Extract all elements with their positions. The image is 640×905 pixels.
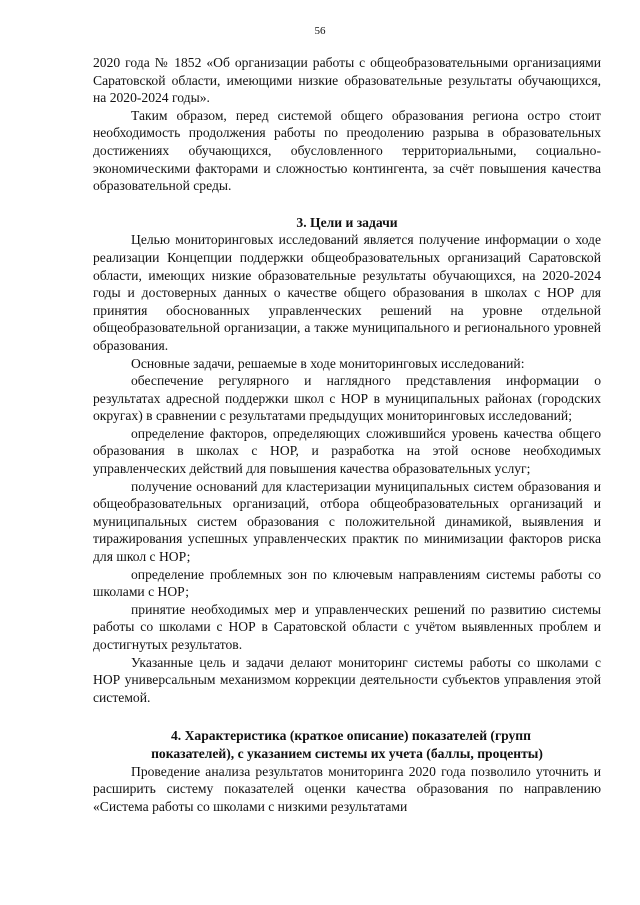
task-item: обеспечение регулярного и наглядного представления информации о результатах адресной поддержки школ с НОР в муниципальных районах (городских округах) в сравнении с результатами предыдущих мониторинговых исследований;	[93, 373, 601, 424]
section-3-paragraph: Указанные цель и задачи делают мониторинг системы работы со школами с НОР универсальным механизмом коррекции деятельности субъектов управления этой системой.	[93, 654, 601, 705]
section-4-paragraph: Проведение анализа результатов мониторинга 2020 года позволило уточнить и расширить систему показателей оценки качества образования по направлению «Система работы со школами с низкими результатами	[93, 763, 601, 814]
section-3-heading: 3. Цели и задачи	[296, 214, 398, 230]
page-number: 56	[314, 25, 326, 37]
task-item: определение проблемных зон по ключевым направлениям системы работы со школами с НОР;	[93, 566, 601, 600]
paragraph-conclusion: Таким образом, перед системой общего образования региона остро стоит необходимость продолжения работы по преодолению разрыва в образовательных достижениях обучающихся, обусловленного территориальными, социально-экономическими факторами и сложностью контингента, за счёт повышения качества образовательной среды.	[93, 107, 601, 194]
task-item: определение факторов, определяющих сложившийся уровень качества общего образования в школах с НОР, и разработка на этой основе необходимых управленческих действий для повышения качества образовательных услуг;	[93, 425, 601, 477]
section-4-heading-line-1: 4. Характеристика (краткое описание) показателей (групп	[171, 728, 531, 744]
task-item: принятие необходимых мер и управленческих решений по развитию системы работы со школами с НОР в Саратовской области с учётом выявленных проблем и достигнутых результатов.	[93, 601, 601, 652]
spacer	[93, 195, 601, 214]
section-3-paragraph: Основные задачи, решаемые в ходе мониторинговых исследований:	[131, 355, 525, 371]
paragraph-continuation: 2020 года № 1852 «Об организации работы с общеобразовательными организациями Саратовской области, имеющими низкие образовательные результаты обучающихся, на 2020-2024 годы».	[93, 55, 601, 106]
spacer	[93, 706, 601, 727]
section-4-heading-line-2: показателей), с указанием системы их учета (баллы, проценты)	[151, 745, 543, 761]
task-item: получение оснований для кластеризации муниципальных систем образования и общеобразовательных организаций, отбора общеобразовательных организаций и муниципальных систем образования с положительной динамикой, выявления и тиражирования успешных управленческих практик по минимизации факторов риска для школ с НОР;	[93, 478, 601, 565]
section-3-paragraph: Целью мониторинговых исследований является получение информации о ходе реализации Концепции поддержки общеобразовательных организаций Саратовской области, имеющих низкие образовательные результаты обучающихся, на 2020-2024 годы и достоверных данных о качестве общего образования в школах с НОР для принятия обоснованных управленческих решений на уровне отдельной общеобразовательной организации, а также муниципального и регионального уровней образования.	[93, 232, 601, 353]
page-content	[93, 54, 601, 815]
